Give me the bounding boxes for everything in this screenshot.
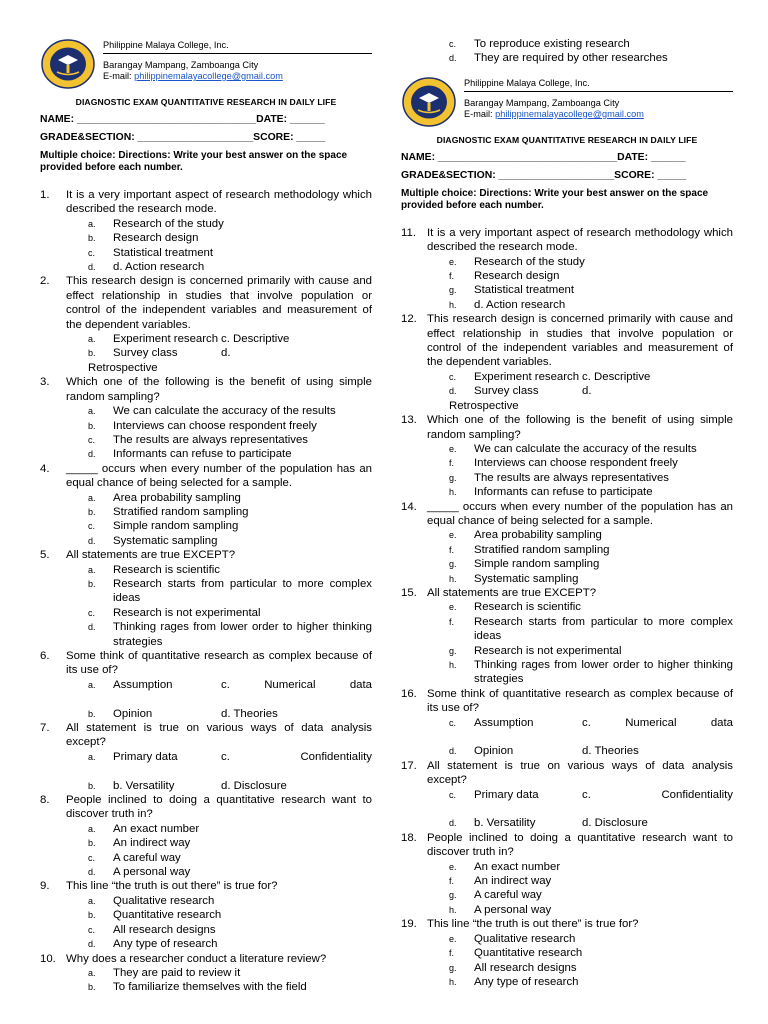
option-pair: b. b. Versatility d. Disclosure	[88, 779, 287, 792]
option: a. Qualitative research	[88, 894, 215, 907]
question-11: 11. It is a very important aspect of research methodology which described the research mode.	[401, 226, 733, 254]
option-pair: c. Assumption c. Numerical data	[449, 716, 733, 729]
college-address: Barangay Mampang, Zamboanga City	[103, 60, 259, 70]
option: a. We can calculate the accuracy of the results	[88, 405, 336, 418]
question-9: 9. This line “the truth is out there” is true for?	[40, 880, 278, 893]
college-name: Philippine Malaya College, Inc.	[464, 76, 733, 92]
option-continued: Retrospective	[449, 399, 519, 412]
option: c. Simple random sampling	[88, 520, 239, 533]
option: e. We can calculate the accuracy of the results	[449, 442, 697, 455]
option: g. A careful way	[449, 889, 542, 902]
option-continued: Retrospective	[88, 361, 158, 374]
option: c. The results are always representatives	[88, 433, 308, 446]
college-seal-logo	[40, 38, 96, 90]
exam-title: DIAGNOSTIC EXAM QUANTITATIVE RESEARCH IN DAILY LIFE	[436, 134, 698, 145]
name-date-row: NAME: _______________________________DATE: ______	[401, 151, 686, 163]
option: f. An indirect way	[449, 875, 552, 888]
email-link[interactable]: philippinemalayacollege@gmail.com	[495, 108, 644, 119]
option: g. Simple random sampling	[449, 558, 600, 571]
question-5: 5. All statements are true EXCEPT?	[40, 549, 236, 562]
question-14: 14. _____ occurs when every number of the population has an equal chance of being selected for a sample.	[401, 500, 733, 527]
option: a. Area probability sampling	[88, 491, 241, 504]
option: d. They are required by other researches	[449, 52, 668, 65]
option: d. d. Action research	[88, 261, 205, 274]
option-pair: a. Experiment research c. Descriptive	[88, 333, 290, 346]
college-address: Barangay Mampang, Zamboanga City	[464, 97, 620, 108]
directions: Multiple choice: Directions: Write your best answer on the space provided before each number.	[40, 150, 348, 173]
question-6: 6. Some think of quantitative research as complex because of its use of?	[40, 650, 372, 677]
option: c. A careful way	[88, 851, 181, 864]
question-19: 19. This line “the truth is out there” is true for?	[401, 918, 639, 931]
option: e. Research of the study	[449, 255, 585, 268]
option: e. Research is scientific	[449, 601, 581, 614]
email-label: E-mail:	[103, 71, 135, 81]
question-list	[401, 226, 733, 990]
grade-score-row: GRADE&SECTION: ____________________SCORE: _____	[401, 169, 687, 181]
option: f. Quantitative research	[449, 947, 583, 960]
option: h. Thinking rages from lower order to higher thinking strategies	[449, 659, 733, 686]
option: f. Interviews can choose respondent freely	[449, 457, 678, 470]
question-3: 3. Which one of the following is the benefit of using simple random sampling?	[40, 376, 372, 403]
option: h. Informants can refuse to participate	[449, 486, 653, 499]
option: d. Informants can refuse to participate	[88, 448, 292, 461]
option: f. Research design	[449, 270, 560, 283]
option: c. All research designs	[88, 923, 216, 936]
question-10-continued	[401, 37, 733, 66]
option: e. Area probability sampling	[449, 529, 602, 542]
question-8: 8. People inclined to doing a quantitative research want to discover truth in?	[40, 794, 372, 821]
college-seal-logo	[401, 76, 457, 128]
option-pair: a. Assumption c. Numerical data	[88, 678, 372, 691]
option-pair: b. Opinion d. Theories	[88, 707, 278, 720]
option: b. Research starts from particular to more complex ideas	[88, 577, 372, 605]
email-link[interactable]: philippinemalayacollege@gmail.com	[134, 71, 283, 81]
option: c. Statistical treatment	[88, 246, 214, 259]
question-2: 2. This research design is concerned primarily with cause and effect relationship in studies that involve population or control of the independent variables and measurement of the dependent variables.	[40, 275, 372, 331]
right-column	[401, 0, 733, 989]
school-header	[40, 38, 372, 88]
option-pair: c. Experiment research c. Descriptive	[449, 370, 651, 383]
question-list	[40, 188, 372, 995]
exam-title: DIAGNOSTIC EXAM QUANTITATIVE RESEARCH IN DAILY LIFE	[75, 97, 337, 107]
question-12: 12. This research design is concerned primarily with cause and effect relationship in studies that involve population or control of the independent variables and measurement of the dependent variables.	[401, 313, 733, 369]
question-10: 10. Why does a researcher conduct a literature review?	[40, 952, 327, 965]
option: a. Research of the study	[88, 217, 224, 230]
option: e. An exact number	[449, 860, 561, 873]
college-name: Philippine Malaya College, Inc.	[103, 38, 372, 54]
option: d. Any type of research	[88, 938, 218, 951]
option-pair: a. Primary data c. Confidentiality	[88, 750, 372, 763]
option: a. They are paid to review it	[88, 966, 241, 979]
option: c. Research is not experimental	[88, 606, 261, 619]
option: h. Any type of research	[449, 975, 579, 988]
option: b. Quantitative research	[88, 909, 222, 922]
question-15: 15. All statements are true EXCEPT?	[401, 586, 597, 599]
directions: Multiple choice: Directions: Write your best answer on the space provided before each number.	[401, 187, 709, 211]
option: d. A personal way	[88, 866, 191, 879]
option: b. To familiarize themselves with the field	[88, 981, 307, 994]
left-column	[40, 0, 372, 995]
question-1: 1. It is a very important aspect of research methodology which described the research mode.	[40, 189, 372, 216]
question-16: 16. Some think of quantitative research as complex because of its use of?	[401, 687, 733, 715]
option-pair: c. Primary data c. Confidentiality	[449, 788, 733, 801]
question-7: 7. All statement is true on various ways of data analysis except?	[40, 722, 372, 749]
school-header	[401, 76, 733, 126]
option: a. An exact number	[88, 822, 200, 835]
option: g. All research designs	[449, 961, 577, 974]
option: b. Stratified random sampling	[88, 505, 249, 518]
email-label: E-mail:	[464, 108, 496, 119]
option-pair: d. Survey class d.	[449, 385, 592, 398]
question-4: 4. _____ occurs when every number of the population has an equal chance of being selected for a sample.	[40, 462, 372, 490]
option: d. Systematic sampling	[88, 534, 218, 547]
option: g. The results are always representatives	[449, 471, 669, 484]
grade-score-row: GRADE&SECTION: ____________________SCORE: _____	[40, 132, 326, 143]
option: d. Thinking rages from lower order to higher thinking strategies	[88, 621, 372, 648]
option: h. A personal way	[449, 903, 552, 916]
option: b. Interviews can choose respondent freely	[88, 419, 317, 432]
option: c. To reproduce existing research	[449, 38, 630, 50]
option: g. Research is not experimental	[449, 644, 622, 657]
option: f. Stratified random sampling	[449, 543, 610, 556]
question-17: 17. All statement is true on various ways of data analysis except?	[401, 759, 733, 787]
option: a. Research is scientific	[88, 563, 220, 576]
option: b. Research design	[88, 232, 199, 245]
option-pair: d. b. Versatility d. Disclosure	[449, 817, 648, 830]
option: h. d. Action research	[449, 298, 566, 311]
option: b. An indirect way	[88, 837, 191, 850]
name-date-row: NAME: _______________________________DATE: ______	[40, 114, 325, 125]
option: h. Systematic sampling	[449, 572, 579, 585]
option-pair: d. Opinion d. Theories	[449, 745, 639, 758]
question-13: 13. Which one of the following is the benefit of using simple random sampling?	[401, 414, 733, 441]
question-18: 18. People inclined to doing a quantitative research want to discover truth in?	[401, 831, 733, 859]
option: f. Research starts from particular to more complex ideas	[449, 615, 733, 643]
option: e. Qualitative research	[449, 932, 576, 945]
option: g. Statistical treatment	[449, 284, 575, 297]
option-pair: b. Survey class d.	[88, 347, 231, 360]
